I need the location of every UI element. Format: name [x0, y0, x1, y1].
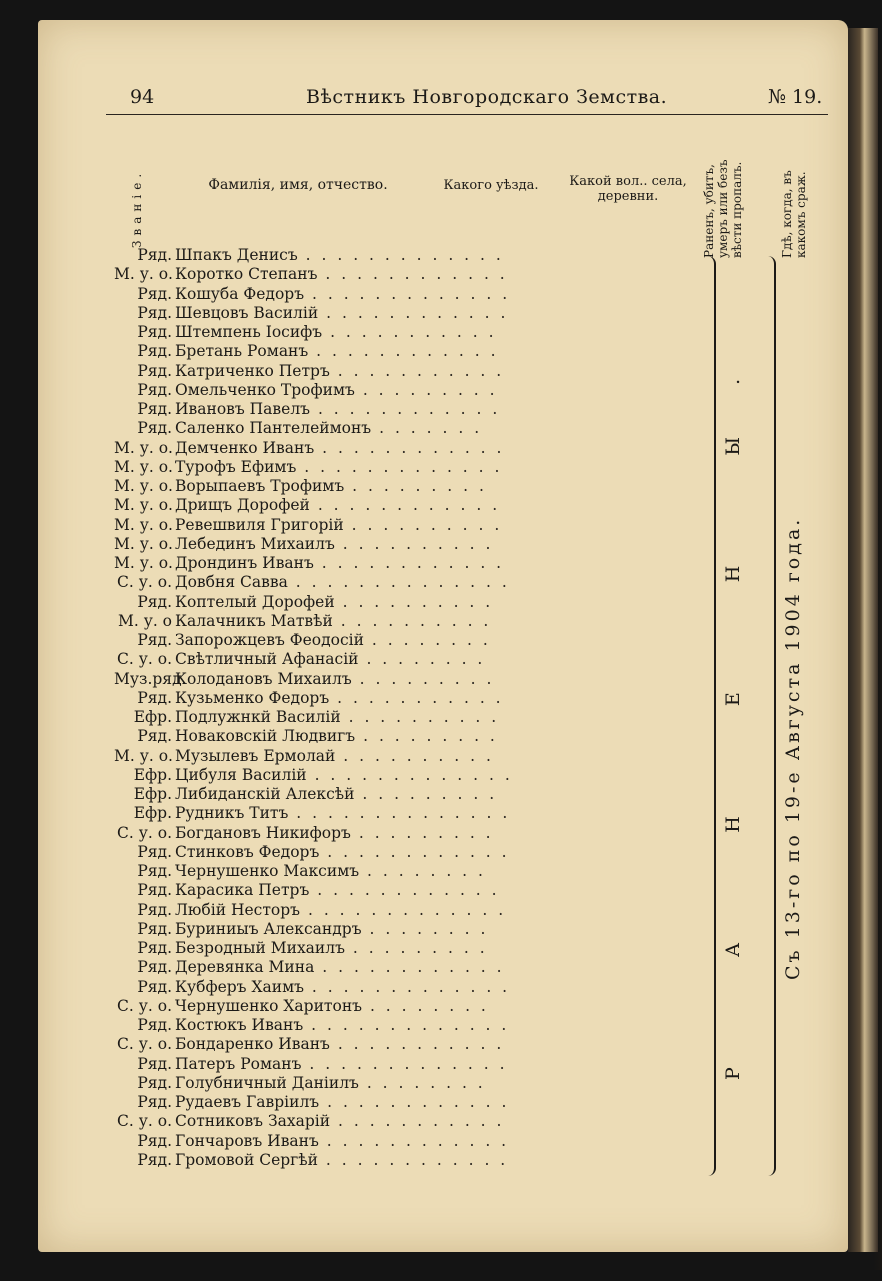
- table-row: [114, 592, 493, 612]
- name-cell: Цибуля Василій: [175, 765, 307, 784]
- rank-cell: С. у. о.: [117, 996, 172, 1015]
- rank-cell: Ряд.: [137, 688, 172, 707]
- table-row: [114, 611, 491, 631]
- table-row: [114, 688, 504, 708]
- name-cell: Чернушенко Максимъ: [175, 862, 360, 880]
- name-cell: Костюкъ Иванъ: [175, 1016, 304, 1034]
- table-row: [114, 515, 502, 535]
- table-row: [114, 1150, 508, 1170]
- leader-dots: . . . . . . . . . . . . .: [304, 977, 511, 996]
- leader-dots: . . . . . . . .: [358, 650, 486, 669]
- leader-dots: . . . . . . . . . . .: [322, 323, 497, 341]
- table-row: [114, 361, 504, 381]
- leader-dots: . . . . . . .: [371, 419, 483, 438]
- rank-cell: Ряд.: [137, 284, 172, 303]
- name-cell: Новаковскій Людвигъ: [175, 727, 356, 746]
- rank-cell: Ряд.: [137, 592, 172, 611]
- table-row: [114, 977, 510, 997]
- table-row: [114, 746, 494, 766]
- leader-dots: . . . . . . . . . . . .: [318, 303, 509, 322]
- table-row: [114, 1015, 509, 1035]
- rank-cell: С. у. о.: [117, 823, 172, 842]
- rank-cell: Ряд.: [137, 842, 172, 861]
- leader-dots: . . . . . . . . . . . .: [318, 1131, 510, 1150]
- leader-dots: . . . . . . . . . . . .: [314, 438, 505, 457]
- name-cell: Омельченко Трофимъ: [175, 380, 355, 399]
- table-row: [114, 707, 499, 727]
- name-cell: Любій Несторъ: [175, 900, 301, 919]
- name-cell: Шевцовъ Василій: [175, 303, 319, 322]
- leader-dots: . . . . . . . . . . . .: [319, 1093, 510, 1111]
- rank-cell: Ряд.: [137, 323, 172, 341]
- name-cell: Катриченко Петръ: [175, 361, 330, 380]
- leader-dots: . . . . . . . . .: [355, 727, 498, 746]
- name-cell: Либиданскій Алексѣй: [175, 785, 355, 803]
- name-cell: Музылевъ Ермолай: [175, 746, 336, 765]
- rank-cell: Ряд.: [137, 727, 172, 746]
- name-cell: Деревянка Мина: [175, 958, 315, 977]
- leader-dots: . . . . . . . . .: [344, 477, 487, 495]
- name-cell: Дрищъ Дорофей: [175, 496, 310, 515]
- table-row: [114, 919, 488, 939]
- rank-cell: С. у. о.: [117, 650, 172, 669]
- leader-dots: . . . . . . . . .: [344, 939, 488, 957]
- rank-cell: Ряд.: [137, 1093, 172, 1111]
- leader-dots: . . . . . . . . . . . . . .: [288, 804, 511, 823]
- table-row: [114, 322, 497, 342]
- header-rule: [106, 114, 828, 115]
- name-cell: Коптелый Дорофей: [175, 592, 335, 611]
- rank-cell: Ряд.: [137, 419, 172, 438]
- leader-dots: . . . . . . . .: [362, 996, 489, 1015]
- rank-cell: С. у. о.: [117, 1035, 172, 1054]
- name-cell: Безродный Михаилъ: [175, 939, 345, 957]
- table-row: [114, 938, 488, 958]
- rank-cell: Ефр.: [133, 804, 172, 823]
- name-cell: Громовой Сергѣй: [175, 1150, 318, 1169]
- rank-cell: Ряд.: [137, 919, 172, 938]
- table-row: [114, 900, 506, 920]
- table-row: [114, 630, 491, 650]
- name-cell: Чернушенко Харитонъ: [175, 996, 363, 1015]
- table-row: [114, 726, 498, 746]
- leader-dots: . . . . . . . . . .: [332, 611, 492, 630]
- table-row: [114, 1073, 486, 1093]
- table-row: [114, 842, 510, 862]
- table-row: [114, 880, 500, 900]
- name-cell: Колодановъ Михаилъ: [175, 669, 352, 688]
- name-cell: Бондаренко Иванъ: [175, 1035, 330, 1054]
- name-cell: Подлужнкй Василій: [175, 708, 341, 726]
- rank-cell: М. у. о.: [114, 515, 173, 534]
- name-cell: Рудникъ Титъ: [175, 804, 289, 823]
- col-header-uezd: Какого уѣзда.: [443, 178, 539, 193]
- page-number: 94: [130, 86, 155, 108]
- rank-cell: Ряд.: [137, 1131, 172, 1150]
- rank-cell: Муз.ряд.: [114, 669, 187, 688]
- rank-cell: Ряд.: [137, 631, 172, 649]
- rank-cell: Ефр.: [133, 708, 172, 726]
- rank-cell: Ряд.: [137, 958, 172, 977]
- name-cell: Патеръ Романъ: [175, 1054, 302, 1073]
- rank-cell: Ряд.: [137, 881, 172, 900]
- table-row: [114, 765, 513, 785]
- rank-cell: Ряд.: [137, 1016, 172, 1034]
- leader-dots: . . . . . . . . . . . . .: [303, 1016, 510, 1034]
- rank-cell: Ряд.: [137, 977, 172, 996]
- rank-cell: М. у. о.: [114, 477, 173, 495]
- leader-dots: . . . . . . . . . . . .: [308, 342, 499, 361]
- table-row: [114, 245, 504, 265]
- table-row: [114, 1034, 504, 1054]
- rank-cell: Ряд.: [137, 862, 172, 880]
- table-row: [114, 669, 494, 689]
- table-row: [114, 996, 489, 1016]
- col-header-name: Фамилія, имя, отчество.: [208, 177, 388, 193]
- name-cell: Саленко Пантелеймонъ: [175, 419, 372, 438]
- rank-cell: Ряд.: [137, 303, 172, 322]
- col-header-rank: Званіе.: [130, 168, 144, 248]
- table-row: [114, 438, 504, 458]
- table-row: [114, 572, 510, 592]
- leader-dots: . . . . . . . . . .: [340, 708, 500, 726]
- leader-dots: . . . . . . . . . . .: [329, 361, 505, 380]
- leader-dots: . . . . . . . . . . . . .: [304, 284, 511, 303]
- name-cell: Кошуба Федоръ: [175, 284, 305, 303]
- table-row: [114, 553, 504, 573]
- table-row: [114, 264, 508, 284]
- leader-dots: . . . . . . . . . . . . .: [301, 1054, 508, 1073]
- table-row: [114, 803, 510, 823]
- rank-cell: М. у. о: [117, 611, 172, 630]
- table-row: [114, 534, 493, 554]
- leader-dots: . . . . . . . . . . .: [329, 688, 504, 707]
- name-cell: Бретань Романъ: [175, 342, 309, 361]
- name-cell: Коротко Степанъ: [175, 265, 318, 284]
- date-bracket: [762, 256, 776, 1176]
- name-cell: Кузьменко Федоръ: [175, 688, 330, 707]
- table-row: [114, 1054, 508, 1074]
- table-row: [114, 784, 497, 804]
- rank-cell: М. у. о.: [114, 265, 173, 284]
- table-row: [114, 649, 485, 669]
- col-header-village: Какой вол.. села, деревни.: [569, 174, 687, 204]
- leader-dots: . . . . . . . . .: [354, 380, 498, 399]
- table-row: [114, 476, 487, 496]
- name-cell: Ивановъ Павелъ: [175, 400, 311, 418]
- leader-dots: . . . . . . . . .: [351, 669, 495, 688]
- table-row: [114, 341, 499, 361]
- name-cell: Дрондинъ Иванъ: [175, 554, 314, 572]
- col-header-status: Раненъ, убитъ, умеръ или безъ вѣсти пропалъ.: [702, 159, 744, 258]
- rank-cell: Ряд.: [137, 246, 172, 264]
- leader-dots: . . . . . . . . . . .: [330, 1112, 505, 1131]
- leader-dots: . . . . . . . . . .: [334, 592, 494, 611]
- leader-dots: . . . . . . . . . .: [343, 515, 503, 534]
- table-row: [114, 1092, 509, 1112]
- rank-cell: М. у. о.: [114, 746, 173, 765]
- table-row: [114, 823, 494, 843]
- leader-dots: . . . . . . . .: [358, 1073, 486, 1092]
- name-cell: Карасика Петръ: [175, 881, 310, 900]
- leader-dots: . . . . . . . . . . . .: [314, 958, 505, 977]
- name-cell: Шпакъ Денисъ: [175, 246, 298, 264]
- leader-dots: . . . . . . . . . . .: [329, 1035, 505, 1054]
- name-cell: Ворыпаевъ Трофимъ: [175, 477, 345, 495]
- name-cell: Запорожцевъ Феодосій: [175, 631, 364, 649]
- rank-cell: Ряд.: [137, 900, 172, 919]
- rank-cell: Ефр.: [133, 785, 172, 803]
- table-row: [114, 1131, 509, 1151]
- table-row: [114, 1111, 504, 1131]
- col-header-where: Гдѣ, когда, въ какомъ сраж.: [780, 170, 808, 258]
- rank-cell: Ряд.: [137, 939, 172, 957]
- leader-dots: . . . . . . . .: [361, 919, 489, 938]
- journal-title: Вѣстникъ Новгородскаго Земства.: [306, 86, 668, 108]
- rank-cell: М. у. о.: [114, 438, 173, 457]
- name-cell: Довбня Савва: [175, 573, 288, 592]
- leader-dots: . . . . . . . . . . . . .: [300, 900, 507, 919]
- name-cell: Свѣтличный Афанасій: [175, 650, 359, 669]
- leader-dots: . . . . . . . . . . . . .: [296, 457, 503, 476]
- name-cell: Голубничный Даніилъ: [175, 1073, 359, 1092]
- rank-cell: М. у. о.: [114, 496, 173, 515]
- table-row: [114, 957, 505, 977]
- leader-dots: . . . . . . . . . . . . .: [297, 246, 504, 264]
- rank-cell: Ряд.: [137, 1054, 172, 1073]
- table-row: [114, 284, 510, 304]
- date-range-text: Съ 13-го по 19-е Августа 1904 года.: [782, 516, 804, 980]
- rank-cell: С. у. о.: [117, 1112, 172, 1131]
- leader-dots: . . . . . . . .: [359, 862, 486, 880]
- table-row: [114, 495, 500, 515]
- leader-dots: . . . . . . . . . . . . . .: [287, 573, 510, 592]
- rank-cell: Ряд.: [137, 342, 172, 361]
- status-bracket: [702, 256, 716, 1176]
- name-cell: Стинковъ Федоръ: [175, 842, 320, 861]
- leader-dots: . . . . . . . . . .: [334, 534, 494, 553]
- rank-cell: Ряд.: [137, 1150, 172, 1169]
- table-row: [114, 399, 500, 419]
- page-gutter-shadow: [873, 50, 882, 1270]
- leader-dots: . . . . . . . . . . . .: [313, 554, 505, 572]
- leader-dots: . . . . . . . . .: [354, 785, 498, 803]
- name-cell: Сотниковъ Захарій: [175, 1112, 331, 1131]
- leader-dots: . . . . . . . . . . . .: [309, 496, 501, 515]
- name-cell: Ревешвиля Григорій: [175, 515, 344, 534]
- leader-dots: . . . . . . . . .: [350, 823, 494, 842]
- rank-cell: М. у. о.: [114, 534, 173, 553]
- leader-dots: . . . . . . . . . . . .: [309, 881, 500, 900]
- rank-cell: Ряд.: [137, 380, 172, 399]
- leader-dots: . . . . . . . . . . . .: [319, 842, 510, 861]
- table-row: [114, 418, 482, 438]
- name-cell: Лебединъ Михаилъ: [175, 534, 335, 553]
- leader-dots: . . . . . . . . . . . . .: [306, 765, 513, 784]
- rank-cell: Ряд.: [137, 400, 172, 418]
- rank-cell: М. у. о.: [114, 554, 173, 572]
- name-cell: Демченко Иванъ: [175, 438, 315, 457]
- name-cell: Штемпень Іосифъ: [175, 323, 323, 341]
- leader-dots: . . . . . . . . . . . .: [317, 265, 508, 284]
- name-cell: Гончаровъ Иванъ: [175, 1131, 319, 1150]
- rank-cell: Ряд.: [137, 361, 172, 380]
- rank-cell: М. у. о.: [114, 457, 173, 476]
- name-cell: Кубферъ Хаимъ: [175, 977, 304, 996]
- leader-dots: . . . . . . . . . .: [335, 746, 494, 765]
- table-row: [114, 380, 498, 400]
- leader-dots: . . . . . . . .: [363, 631, 491, 649]
- leader-dots: . . . . . . . . . . . .: [317, 1150, 509, 1169]
- leader-dots: . . . . . . . . . . . .: [310, 400, 501, 418]
- issue-number: № 19.: [768, 86, 823, 108]
- name-cell: Богдановъ Никифоръ: [175, 823, 351, 842]
- name-cell: Калачникъ Матвѣй: [175, 611, 333, 630]
- rank-cell: С. у. о.: [117, 573, 172, 592]
- rank-cell: Ряд.: [137, 1073, 172, 1092]
- status-wounded: Р А Н Е Н Ы.: [722, 326, 744, 1080]
- table-row: [114, 303, 508, 323]
- name-cell: Буриниыъ Александръ: [175, 919, 362, 938]
- name-cell: Рудаевъ Гавріилъ: [175, 1093, 320, 1111]
- name-cell: Турофъ Ефимъ: [175, 457, 297, 476]
- book-page: [38, 20, 848, 1252]
- rank-cell: Ефр.: [133, 765, 172, 784]
- table-row: [114, 861, 486, 881]
- table-row: [114, 457, 502, 477]
